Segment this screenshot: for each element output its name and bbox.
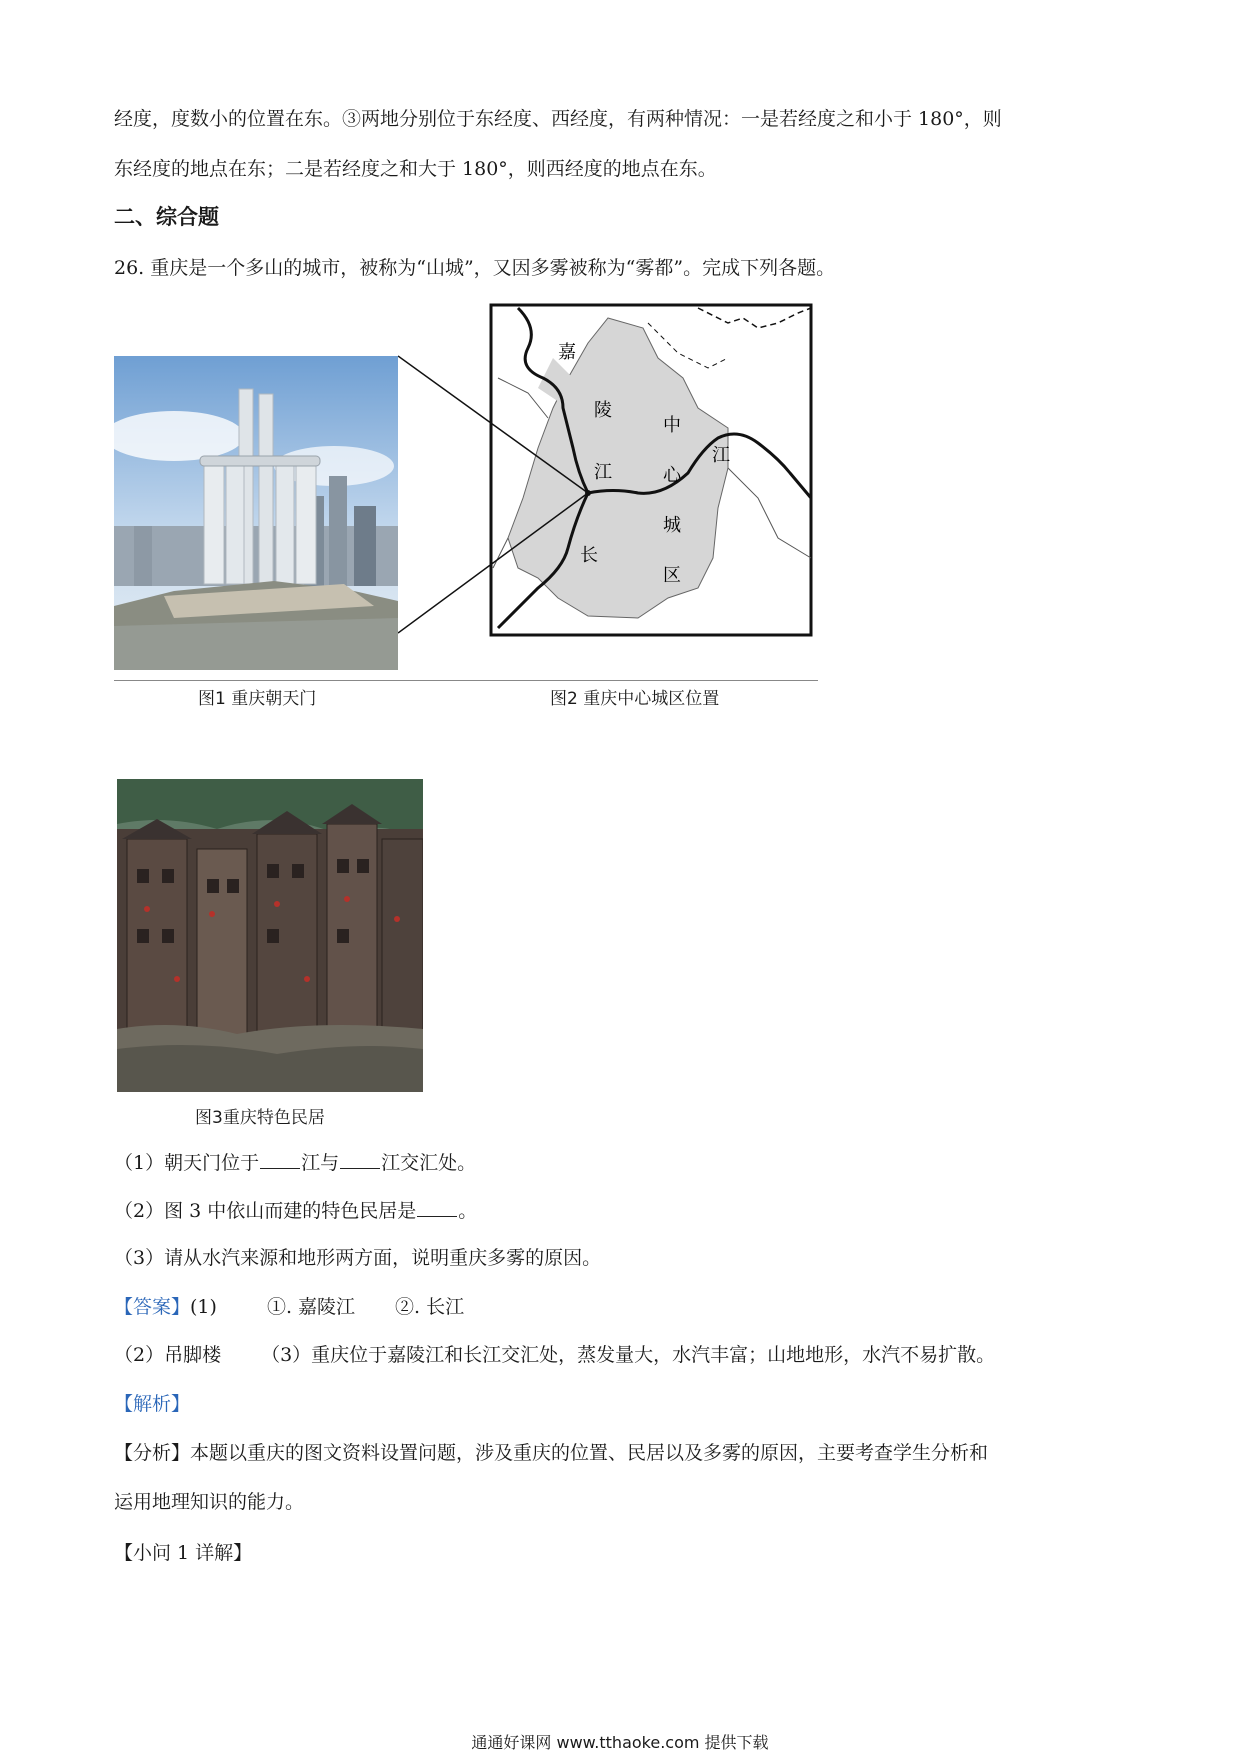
map-label: 区 (663, 565, 681, 586)
answer-blank[interactable] (417, 1198, 457, 1217)
paragraph-line: 东经度的地点在东；二是若经度之和大于 180°，则西经度的地点在东。 (114, 158, 717, 180)
q1-text: 江与 (301, 1152, 340, 1174)
map-label: 中 (663, 415, 681, 436)
answer-label: 【答案】 (114, 1296, 191, 1318)
answer-line (114, 1343, 995, 1367)
figure-caption: 图2 重庆中心城区位置 (550, 689, 720, 709)
sub-heading: 【小问 1 详解】 (114, 1542, 253, 1564)
sub-question-3: （3）请从水汽来源和地形两方面，说明重庆多雾的原因。 (114, 1247, 602, 1269)
analysis-text: 运用地理知识的能力。 (114, 1491, 305, 1513)
q1-text: （1）朝天门位于 (114, 1152, 260, 1174)
stilt-house-photo (117, 779, 423, 1092)
section-title: 二、综合题 (114, 204, 219, 229)
map-label: 城 (663, 515, 681, 536)
page-footer: 通通好课网 www.tthaoke.com 提供下载 (471, 1733, 769, 1752)
figure-caption: 图1 重庆朝天门 (198, 689, 317, 709)
answer-line (114, 1295, 464, 1319)
analysis-label: 【解析】 (114, 1393, 191, 1415)
answer-text: ②. 长江 (395, 1296, 465, 1318)
answer-blank[interactable] (260, 1150, 300, 1169)
chaotianmen-photo (114, 356, 398, 670)
analysis-text: 【分析】本题以重庆的图文资料设置问题，涉及重庆的位置、民居以及多雾的原因，主要考查学生分析和 (114, 1442, 989, 1464)
map-label: 江 (712, 445, 730, 466)
figure-divider (114, 680, 818, 681)
q1-text: 江交汇处。 (381, 1152, 477, 1174)
q2-text: 。 (458, 1200, 478, 1222)
answer-blank[interactable] (340, 1150, 380, 1169)
answer-text: ①. 嘉陵江 (266, 1296, 356, 1318)
sub-question-1 (114, 1150, 476, 1175)
sub-question-2 (114, 1198, 477, 1223)
figure-caption: 图3重庆特色民居 (195, 1108, 325, 1128)
q2-text: （2）图 3 中依山而建的特色民居是 (114, 1200, 417, 1222)
map-label: 江 (594, 462, 612, 483)
map-label: 陵 (594, 400, 612, 421)
central-district-map (398, 298, 818, 678)
question-stem: 26. 重庆是一个多山的城市，被称为“山城”，又因多雾被称为“雾都”。完成下列各题。 (114, 257, 836, 279)
map-label: 嘉 (558, 342, 576, 363)
map-label: 长 (580, 545, 598, 566)
answer-text: （2）吊脚楼 (114, 1344, 222, 1366)
map-label: 心 (663, 465, 681, 486)
answer-text: (1) (190, 1296, 217, 1318)
paragraph-line: 经度，度数小的位置在东。③两地分别位于东经度、西经度，有两种情况：一是若经度之和小于 180°，则 (114, 108, 1002, 130)
answer-text: （3）重庆位于嘉陵江和长江交汇处，蒸发量大，水汽丰富；山地地形，水汽不易扩散。 (261, 1344, 996, 1366)
